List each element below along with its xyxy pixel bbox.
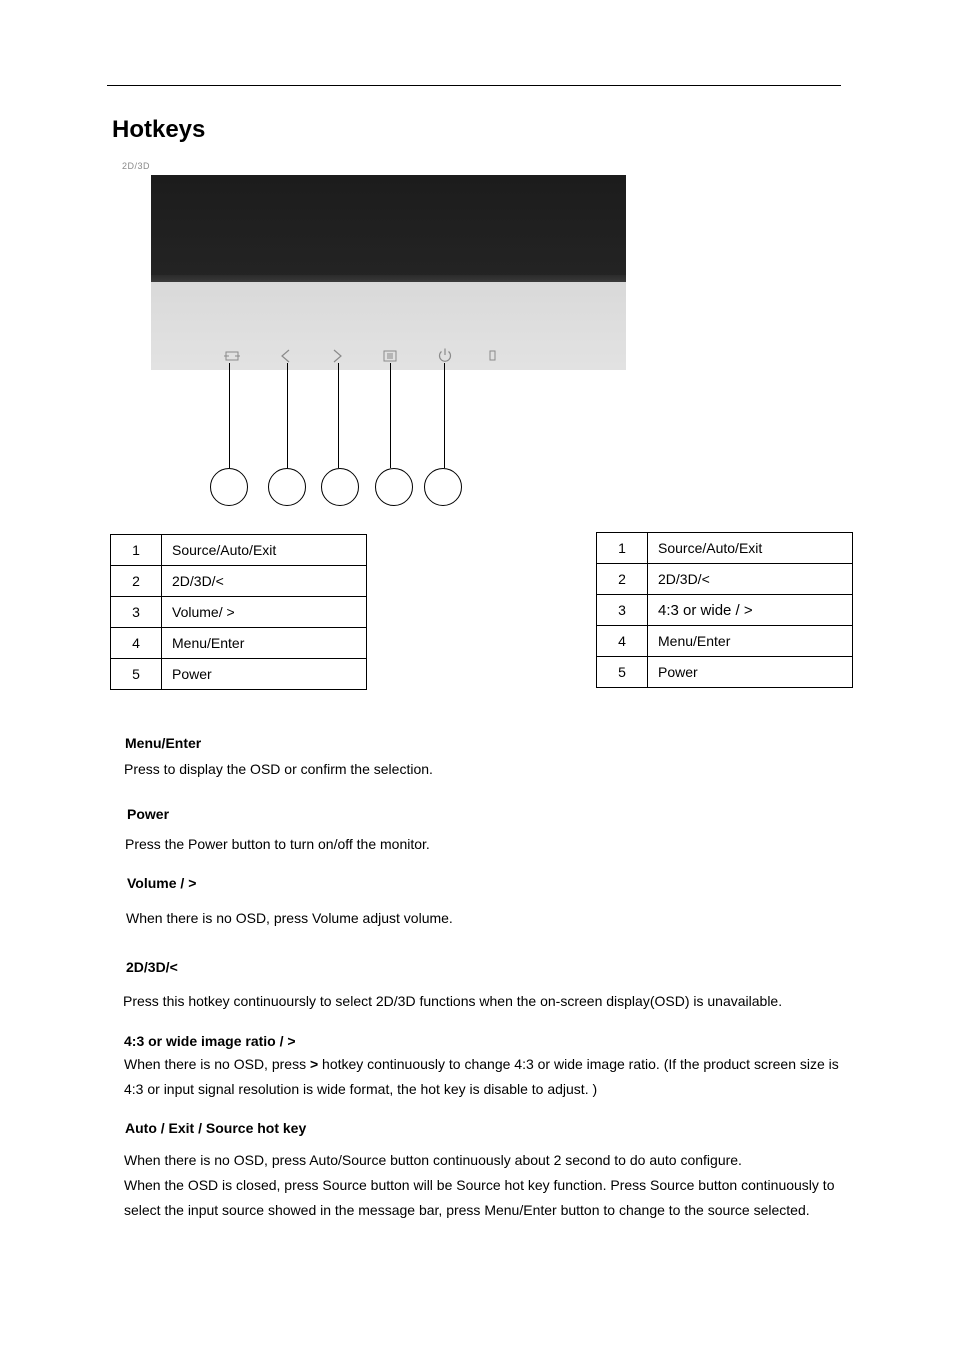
callout-circle-4 xyxy=(375,468,413,506)
page-title: Hotkeys xyxy=(112,116,206,143)
callout-circle-3 xyxy=(321,468,359,506)
table-row: 5 Power xyxy=(111,659,367,690)
callout-circle-1 xyxy=(210,468,248,506)
led-indicator-icon xyxy=(485,348,501,364)
power-text: Press the Power button to turn on/off the monitor. xyxy=(125,836,430,852)
callout-line-2 xyxy=(287,363,288,468)
right-chevron-icon xyxy=(329,348,345,364)
table-row: 3 4:3 or wide / > xyxy=(597,595,853,626)
auto-source-text-1: When there is no OSD, press Auto/Source button continuously about 2 second to do auto configure. xyxy=(124,1152,742,1168)
table-row: 1 Source/Auto/Exit xyxy=(111,535,367,566)
menu-enter-heading: Menu/Enter xyxy=(125,735,202,751)
left-chevron-icon xyxy=(278,348,294,364)
callout-line-5 xyxy=(444,363,445,468)
table-row: 3 Volume/ > xyxy=(111,597,367,628)
callout-circle-5 xyxy=(424,468,462,506)
callout-line-4 xyxy=(390,363,391,468)
hotkey-table-right xyxy=(596,532,853,688)
table-row: 4 Menu/Enter xyxy=(597,626,853,657)
hotkey-table-left xyxy=(110,534,367,690)
table-row: 5 Power xyxy=(597,657,853,688)
callout-line-1 xyxy=(229,363,230,468)
2d3d-heading: 2D/3D/< xyxy=(126,959,178,975)
table-row: 1 Source/Auto/Exit xyxy=(597,533,853,564)
auto-source-heading: Auto / Exit / Source hot key xyxy=(125,1120,307,1136)
monitor-screen-edge xyxy=(151,275,626,282)
auto-source-text-2: When the OSD is closed, press Source button will be Source hot key function. Press Source button continuously to select the input source showed in the message bar, press Menu/Enter button to change to the source selected. xyxy=(124,1177,835,1218)
header-rule xyxy=(107,85,841,86)
ratio-heading: 4:3 or wide image ratio / > xyxy=(124,1033,296,1049)
monitor-screen xyxy=(151,175,626,282)
bezel-2d3d-label: 2D/3D xyxy=(122,161,151,171)
ratio-text: When there is no OSD, press > hotkey continuously to change 4:3 or wide image ratio. (If the product screen size is 4:3 or input signal resolution is wide format, the hot key is disable to adjust. ) xyxy=(124,1056,839,1097)
source-icon xyxy=(224,348,240,364)
volume-heading: Volume / > xyxy=(127,875,197,891)
power-icon xyxy=(437,347,453,363)
table-row: 2 2D/3D/< xyxy=(111,566,367,597)
table-row: 2 2D/3D/< xyxy=(597,564,853,595)
callout-circle-2 xyxy=(268,468,306,506)
menu-enter-text: Press to display the OSD or confirm the selection. xyxy=(124,761,433,777)
2d3d-text: Press this hotkey continuoursly to select 2D/3D functions when the on-screen display(OSD) is unavailable. xyxy=(123,993,783,1009)
power-heading: Power xyxy=(127,806,170,822)
menu-icon xyxy=(382,348,398,364)
callout-line-3 xyxy=(338,363,339,468)
volume-text: When there is no OSD, press Volume adjust volume. xyxy=(126,910,453,926)
table-row: 4 Menu/Enter xyxy=(111,628,367,659)
monitor-photo xyxy=(151,175,626,370)
